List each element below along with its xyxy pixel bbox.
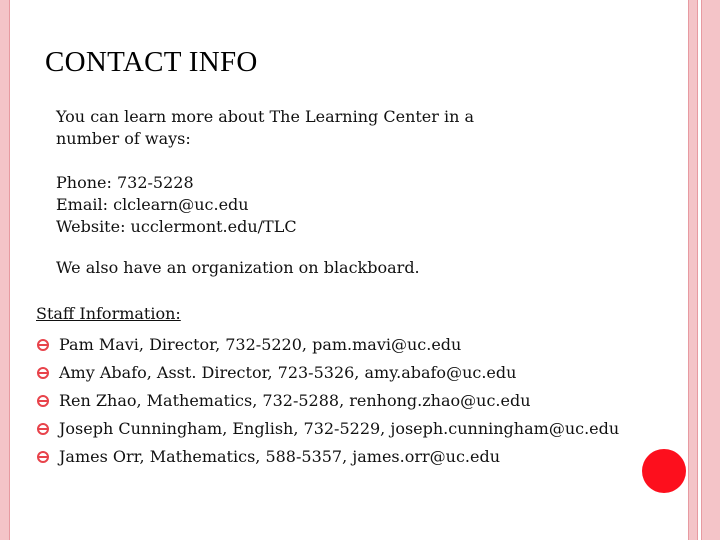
- staff-item-text: Pam Mavi, Director, 732-5220, pam.mavi@uc.edu: [59, 335, 462, 354]
- staff-item-ren-zhao: [36, 387, 619, 415]
- staff-item-amy-abafo: [36, 359, 619, 387]
- staff-item-pam-mavi: [36, 331, 619, 359]
- right-border: [688, 0, 720, 540]
- circle-bullet-icon: [37, 395, 49, 407]
- circle-bullet-icon: [37, 423, 49, 435]
- intro-text: You can learn more about The Learning Center in a number of ways:: [56, 107, 475, 148]
- staff-heading: Staff Information:: [36, 304, 181, 323]
- staff-item-joseph-cunningham: [36, 415, 619, 443]
- right-border-stripe: [697, 0, 702, 540]
- left-border: [0, 0, 10, 540]
- staff-item-james-orr: [36, 443, 619, 471]
- contact-block: [56, 172, 297, 238]
- contact-website: Website: ucclermont.edu/TLC: [56, 217, 297, 236]
- circle-bullet-icon: [37, 339, 49, 351]
- staff-item-text: Ren Zhao, Mathematics, 732-5288, renhong.zhao@uc.edu: [59, 391, 531, 410]
- slide-title: CONTACT INFO: [45, 46, 258, 78]
- blackboard-note: We also have an organization on blackboard.: [56, 258, 420, 277]
- staff-list: [36, 331, 619, 471]
- decorative-red-circle: [642, 449, 686, 493]
- circle-bullet-icon: [37, 367, 49, 379]
- staff-item-text: Amy Abafo, Asst. Director, 723-5326, amy.abafo@uc.edu: [59, 363, 517, 382]
- staff-item-text: James Orr, Mathematics, 588-5357, james.orr@uc.edu: [59, 447, 501, 466]
- circle-bullet-icon: [37, 451, 49, 463]
- staff-item-text: Joseph Cunningham, English, 732-5229, joseph.cunningham@uc.edu: [59, 419, 620, 438]
- contact-email: Email: clclearn@uc.edu: [56, 195, 249, 214]
- contact-phone: Phone: 732-5228: [56, 173, 194, 192]
